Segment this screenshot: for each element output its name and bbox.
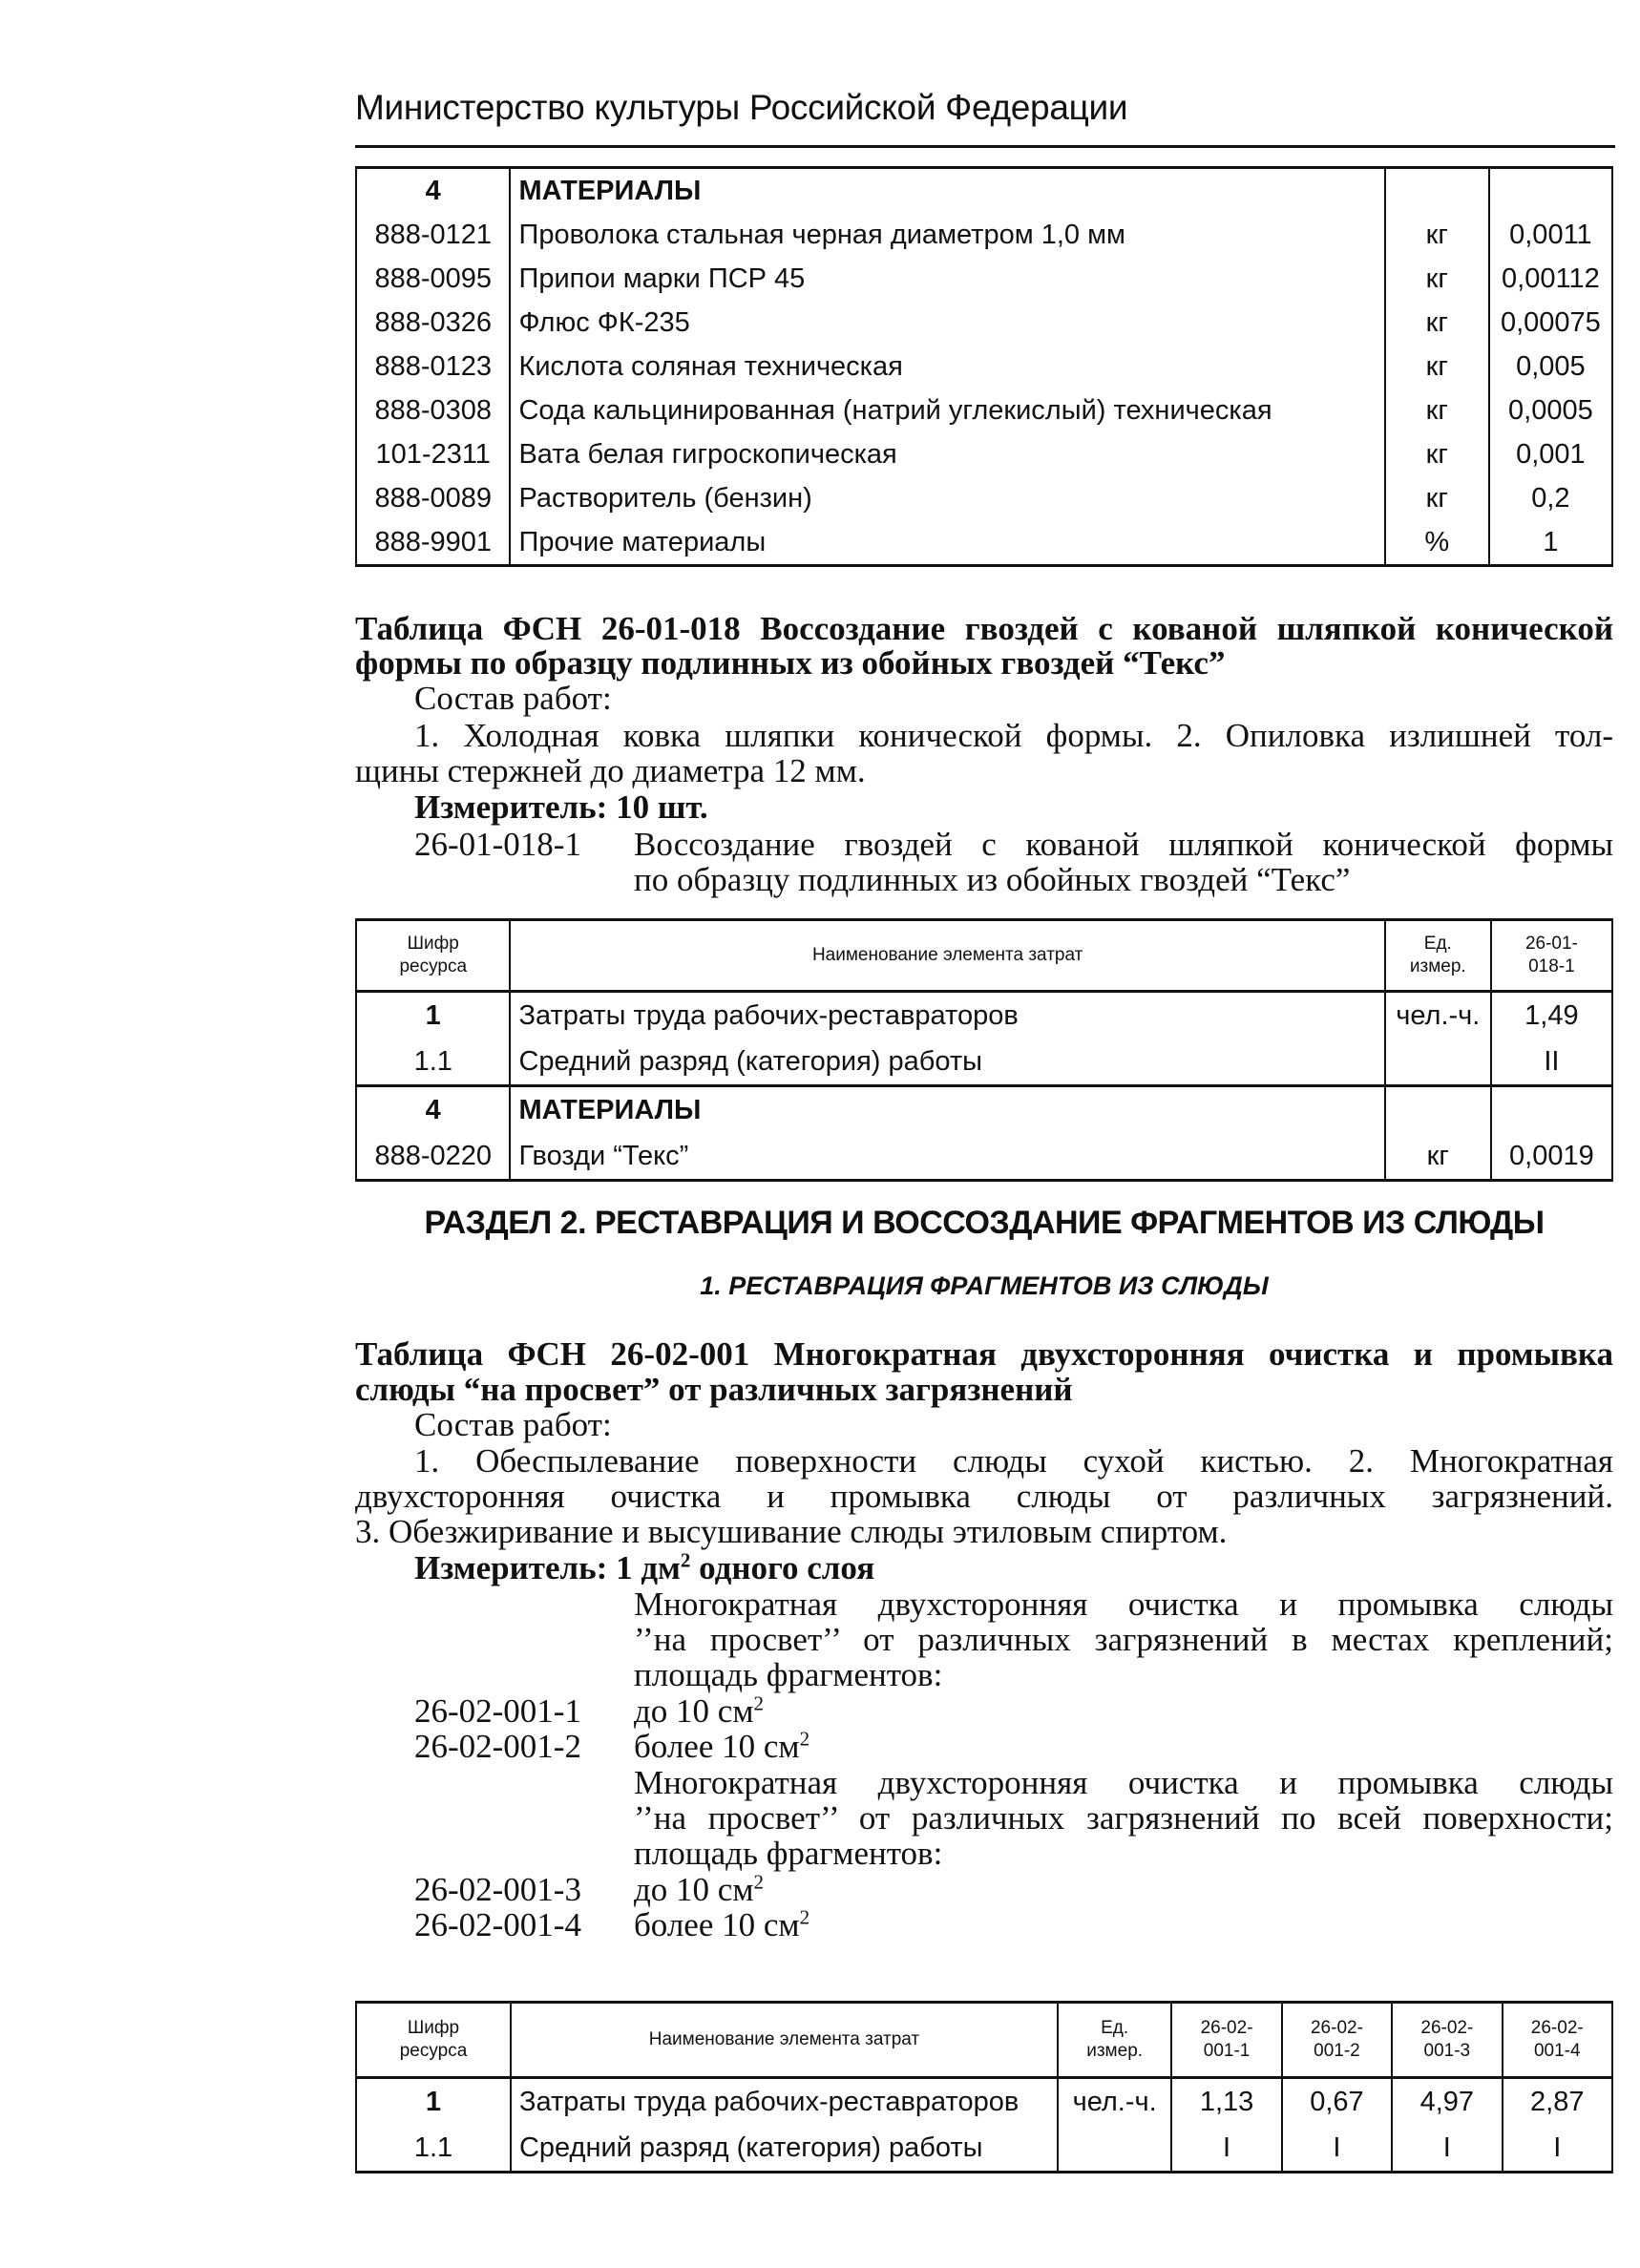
- table-row: [356, 2125, 1612, 2173]
- resource-code: 1.1: [356, 2125, 511, 2173]
- resource-unit: кг: [1385, 301, 1489, 345]
- composition-line2: щины стержней до диаметра 12 мм.: [355, 752, 866, 789]
- table-row: [356, 301, 1612, 345]
- resource-code: 888-0220: [356, 1133, 510, 1181]
- resource-name: Флюс ФК-235: [510, 301, 1384, 345]
- resource-table-001: [355, 2001, 1613, 2174]
- resource-name: Растворитель (бензин): [510, 476, 1384, 520]
- resource-code: 888-0121: [356, 213, 510, 257]
- header-column: 26-02- 001-2: [1282, 2003, 1392, 2078]
- resource-unit: чел.-ч.: [1385, 992, 1491, 1040]
- section-title: РАЗДЕЛ 2. РЕСТАВРАЦИЯ И ВОССОЗДАНИЕ ФРАГМЕНТОВ ИЗ СЛЮДЫ: [424, 1205, 1545, 1241]
- resource-value: 0,2: [1489, 476, 1612, 520]
- item-description: более 10 $см^2$: [634, 1727, 810, 1765]
- item-description: до 10 $см^2$: [634, 1870, 764, 1908]
- resource-name: Средний разряд (категория) работы: [511, 2125, 1058, 2173]
- resource-name: Гвозди “Текс”: [510, 1133, 1384, 1181]
- composition-label: Состав работ:: [414, 680, 612, 717]
- group2-line2: ’’на просвет’’ от различных загрязнений по всей поверхности;: [634, 1799, 1613, 1837]
- subsection-title: 1. РЕСТАВРАЦИЯ ФРАГМЕНТОВ ИЗ СЛЮДЫ: [700, 1271, 1269, 1300]
- group1-line1: Многократная двухсторонняя очистка и промывка слюды: [634, 1586, 1613, 1623]
- resource-code: 888-0123: [356, 345, 510, 388]
- resource-unit: кг: [1385, 1133, 1491, 1181]
- table-018-title-line1: Таблица ФСН 26-01-018 Воссоздание гвоздей с кованой шляпкой конической: [355, 610, 1613, 647]
- resource-value: [1491, 1086, 1612, 1134]
- item-code: 26-02-001-2: [414, 1728, 581, 1765]
- resource-unit: [1385, 1086, 1491, 1134]
- header-name: Наименование элемента затрат: [511, 2003, 1058, 2078]
- resource-unit: %: [1385, 520, 1489, 566]
- measure-label: Измеритель: 1 $дм^2$ одного слоя: [414, 1548, 875, 1586]
- resource-name: Сода кальцинированная (натрий углекислый) техническая: [510, 388, 1384, 432]
- header-unit: Ед. измер.: [1058, 2003, 1171, 2078]
- resource-value: 1: [1489, 520, 1612, 566]
- composition-label: Состав работ:: [414, 1406, 612, 1443]
- resource-code: 1.1: [356, 1039, 510, 1086]
- item-description-line1: Воссоздание гвоздей с кованой шляпкой конической формы: [634, 826, 1613, 863]
- table-018-title-line2: формы по образцу подлинных из обойных гвоздей “Текс”: [355, 644, 1226, 682]
- page-header-title: Министерство культуры Российской Федерации: [355, 88, 1128, 127]
- table-row: [356, 520, 1612, 566]
- resource-unit: кг: [1385, 213, 1489, 257]
- resource-unit: кг: [1385, 345, 1489, 388]
- resource-value: 0,00075: [1489, 301, 1612, 345]
- group2-line1: Многократная двухсторонняя очистка и промывка слюды: [634, 1764, 1613, 1801]
- item-description-line2: по образцу подлинных из обойных гвоздей “Текс”: [634, 861, 1351, 898]
- table-row: [356, 345, 1612, 388]
- resource-unit: [1058, 2125, 1171, 2173]
- resource-value: 1,49: [1491, 992, 1612, 1040]
- item-code: 26-01-018-1: [414, 826, 581, 863]
- resource-code: 888-0089: [356, 476, 510, 520]
- header-column: 26-01- 018-1: [1491, 920, 1612, 992]
- resource-unit: кг: [1385, 388, 1489, 432]
- composition-line2: двухсторонняя очистка и промывка слюды от различных загрязнений.: [355, 1478, 1613, 1515]
- resource-value: II: [1491, 1039, 1612, 1086]
- resource-unit: кг: [1385, 257, 1489, 301]
- table-row: [356, 257, 1612, 301]
- composition-line3: 3. Обезжиривание и высушивание слюды этиловым спиртом.: [355, 1513, 1228, 1550]
- resource-value: 0,001: [1489, 432, 1612, 476]
- group2-line3: площадь фрагментов:: [634, 1835, 943, 1872]
- header-column: 26-02- 001-3: [1392, 2003, 1502, 2078]
- resource-name: Затраты труда рабочих-реставраторов: [510, 992, 1384, 1040]
- header-name: Наименование элемента затрат: [510, 920, 1384, 992]
- resource-value: 0,005: [1489, 345, 1612, 388]
- resource-name: Средний разряд (категория) работы: [510, 1039, 1384, 1086]
- resource-unit: чел.-ч.: [1058, 2078, 1171, 2126]
- resource-value: I: [1282, 2125, 1392, 2173]
- resource-unit: [1385, 168, 1489, 214]
- resource-code: 101-2311: [356, 432, 510, 476]
- resource-code: 888-0095: [356, 257, 510, 301]
- item-code: 26-02-001-3: [414, 1871, 581, 1908]
- resource-value: I: [1392, 2125, 1502, 2173]
- resource-name: МАТЕРИАЛЫ: [510, 1086, 1384, 1134]
- resource-name: Кислота соляная техническая: [510, 345, 1384, 388]
- table-row: [356, 476, 1612, 520]
- resource-unit: [1385, 1039, 1491, 1086]
- resource-value: 0,00112: [1489, 257, 1612, 301]
- resource-code: 1: [356, 2078, 511, 2126]
- composition-line1: 1. Холодная ковка шляпки конической формы. 2. Опиловка излишней тол-: [414, 717, 1613, 754]
- resource-value: [1489, 168, 1612, 214]
- table-row: [356, 388, 1612, 432]
- composition-line1: 1. Обеспылевание поверхности слюды сухой кистью. 2. Многократная: [414, 1442, 1613, 1480]
- table-row: [356, 168, 1612, 214]
- resource-value: 0,0011: [1489, 213, 1612, 257]
- table-header-row: [356, 920, 1612, 992]
- resource-name: Вата белая гигроскопическая: [510, 432, 1384, 476]
- resource-code: 4: [356, 168, 510, 214]
- table-row: [356, 432, 1612, 476]
- table-row: [356, 1133, 1612, 1181]
- resource-unit: кг: [1385, 432, 1489, 476]
- resource-code: 888-9901: [356, 520, 510, 566]
- materials-table: [355, 166, 1613, 567]
- item-description: более 10 $см^2$: [634, 1905, 810, 1943]
- item-code: 26-02-001-1: [414, 1692, 581, 1730]
- resource-name: Припои марки ПСР 45: [510, 257, 1384, 301]
- resource-code: 4: [356, 1086, 510, 1134]
- table-001-title-line1: Таблица ФСН 26-02-001 Многократная двухсторонняя очистка и промывка: [355, 1335, 1613, 1373]
- group1-line2: ’’на просвет’’ от различных загрязнений в местах креплений;: [634, 1621, 1613, 1658]
- header-unit: Ед. измер.: [1385, 920, 1491, 992]
- group1-line3: площадь фрагментов:: [634, 1656, 943, 1693]
- table-001-title-line2: слюды “на просвет” от различных загрязнений: [355, 1371, 1073, 1408]
- resource-value: I: [1503, 2125, 1612, 2173]
- table-row: [356, 2078, 1612, 2126]
- resource-value: 0,67: [1282, 2078, 1392, 2126]
- table-row: [356, 992, 1612, 1040]
- resource-value: 1,13: [1171, 2078, 1281, 2126]
- resource-value: 0,0005: [1489, 388, 1612, 432]
- table-row: [356, 1086, 1612, 1134]
- header-rule: [355, 145, 1615, 148]
- table-header-row: [356, 2003, 1612, 2078]
- item-description: до 10 $см^2$: [634, 1691, 764, 1730]
- header-column: 26-02- 001-1: [1171, 2003, 1281, 2078]
- resource-name: МАТЕРИАЛЫ: [510, 168, 1384, 214]
- resource-table-018: [355, 918, 1613, 1182]
- header-code: Шифр ресурса: [356, 2003, 511, 2078]
- table-row: [356, 213, 1612, 257]
- measure-label: Измеритель: 10 шт.: [414, 788, 708, 826]
- resource-code: 1: [356, 992, 510, 1040]
- resource-value: I: [1171, 2125, 1281, 2173]
- resource-name: Прочие материалы: [510, 520, 1384, 566]
- resource-value: 0,0019: [1491, 1133, 1612, 1181]
- item-code: 26-02-001-4: [414, 1906, 581, 1943]
- header-code: Шифр ресурса: [356, 920, 510, 992]
- header-column: 26-02- 001-4: [1503, 2003, 1612, 2078]
- resource-value: 4,97: [1392, 2078, 1502, 2126]
- resource-name: Затраты труда рабочих-реставраторов: [511, 2078, 1058, 2126]
- resource-name: Проволока стальная черная диаметром 1,0 мм: [510, 213, 1384, 257]
- resource-unit: кг: [1385, 476, 1489, 520]
- resource-value: 2,87: [1503, 2078, 1612, 2126]
- resource-code: 888-0308: [356, 388, 510, 432]
- table-row: [356, 1039, 1612, 1086]
- resource-code: 888-0326: [356, 301, 510, 345]
